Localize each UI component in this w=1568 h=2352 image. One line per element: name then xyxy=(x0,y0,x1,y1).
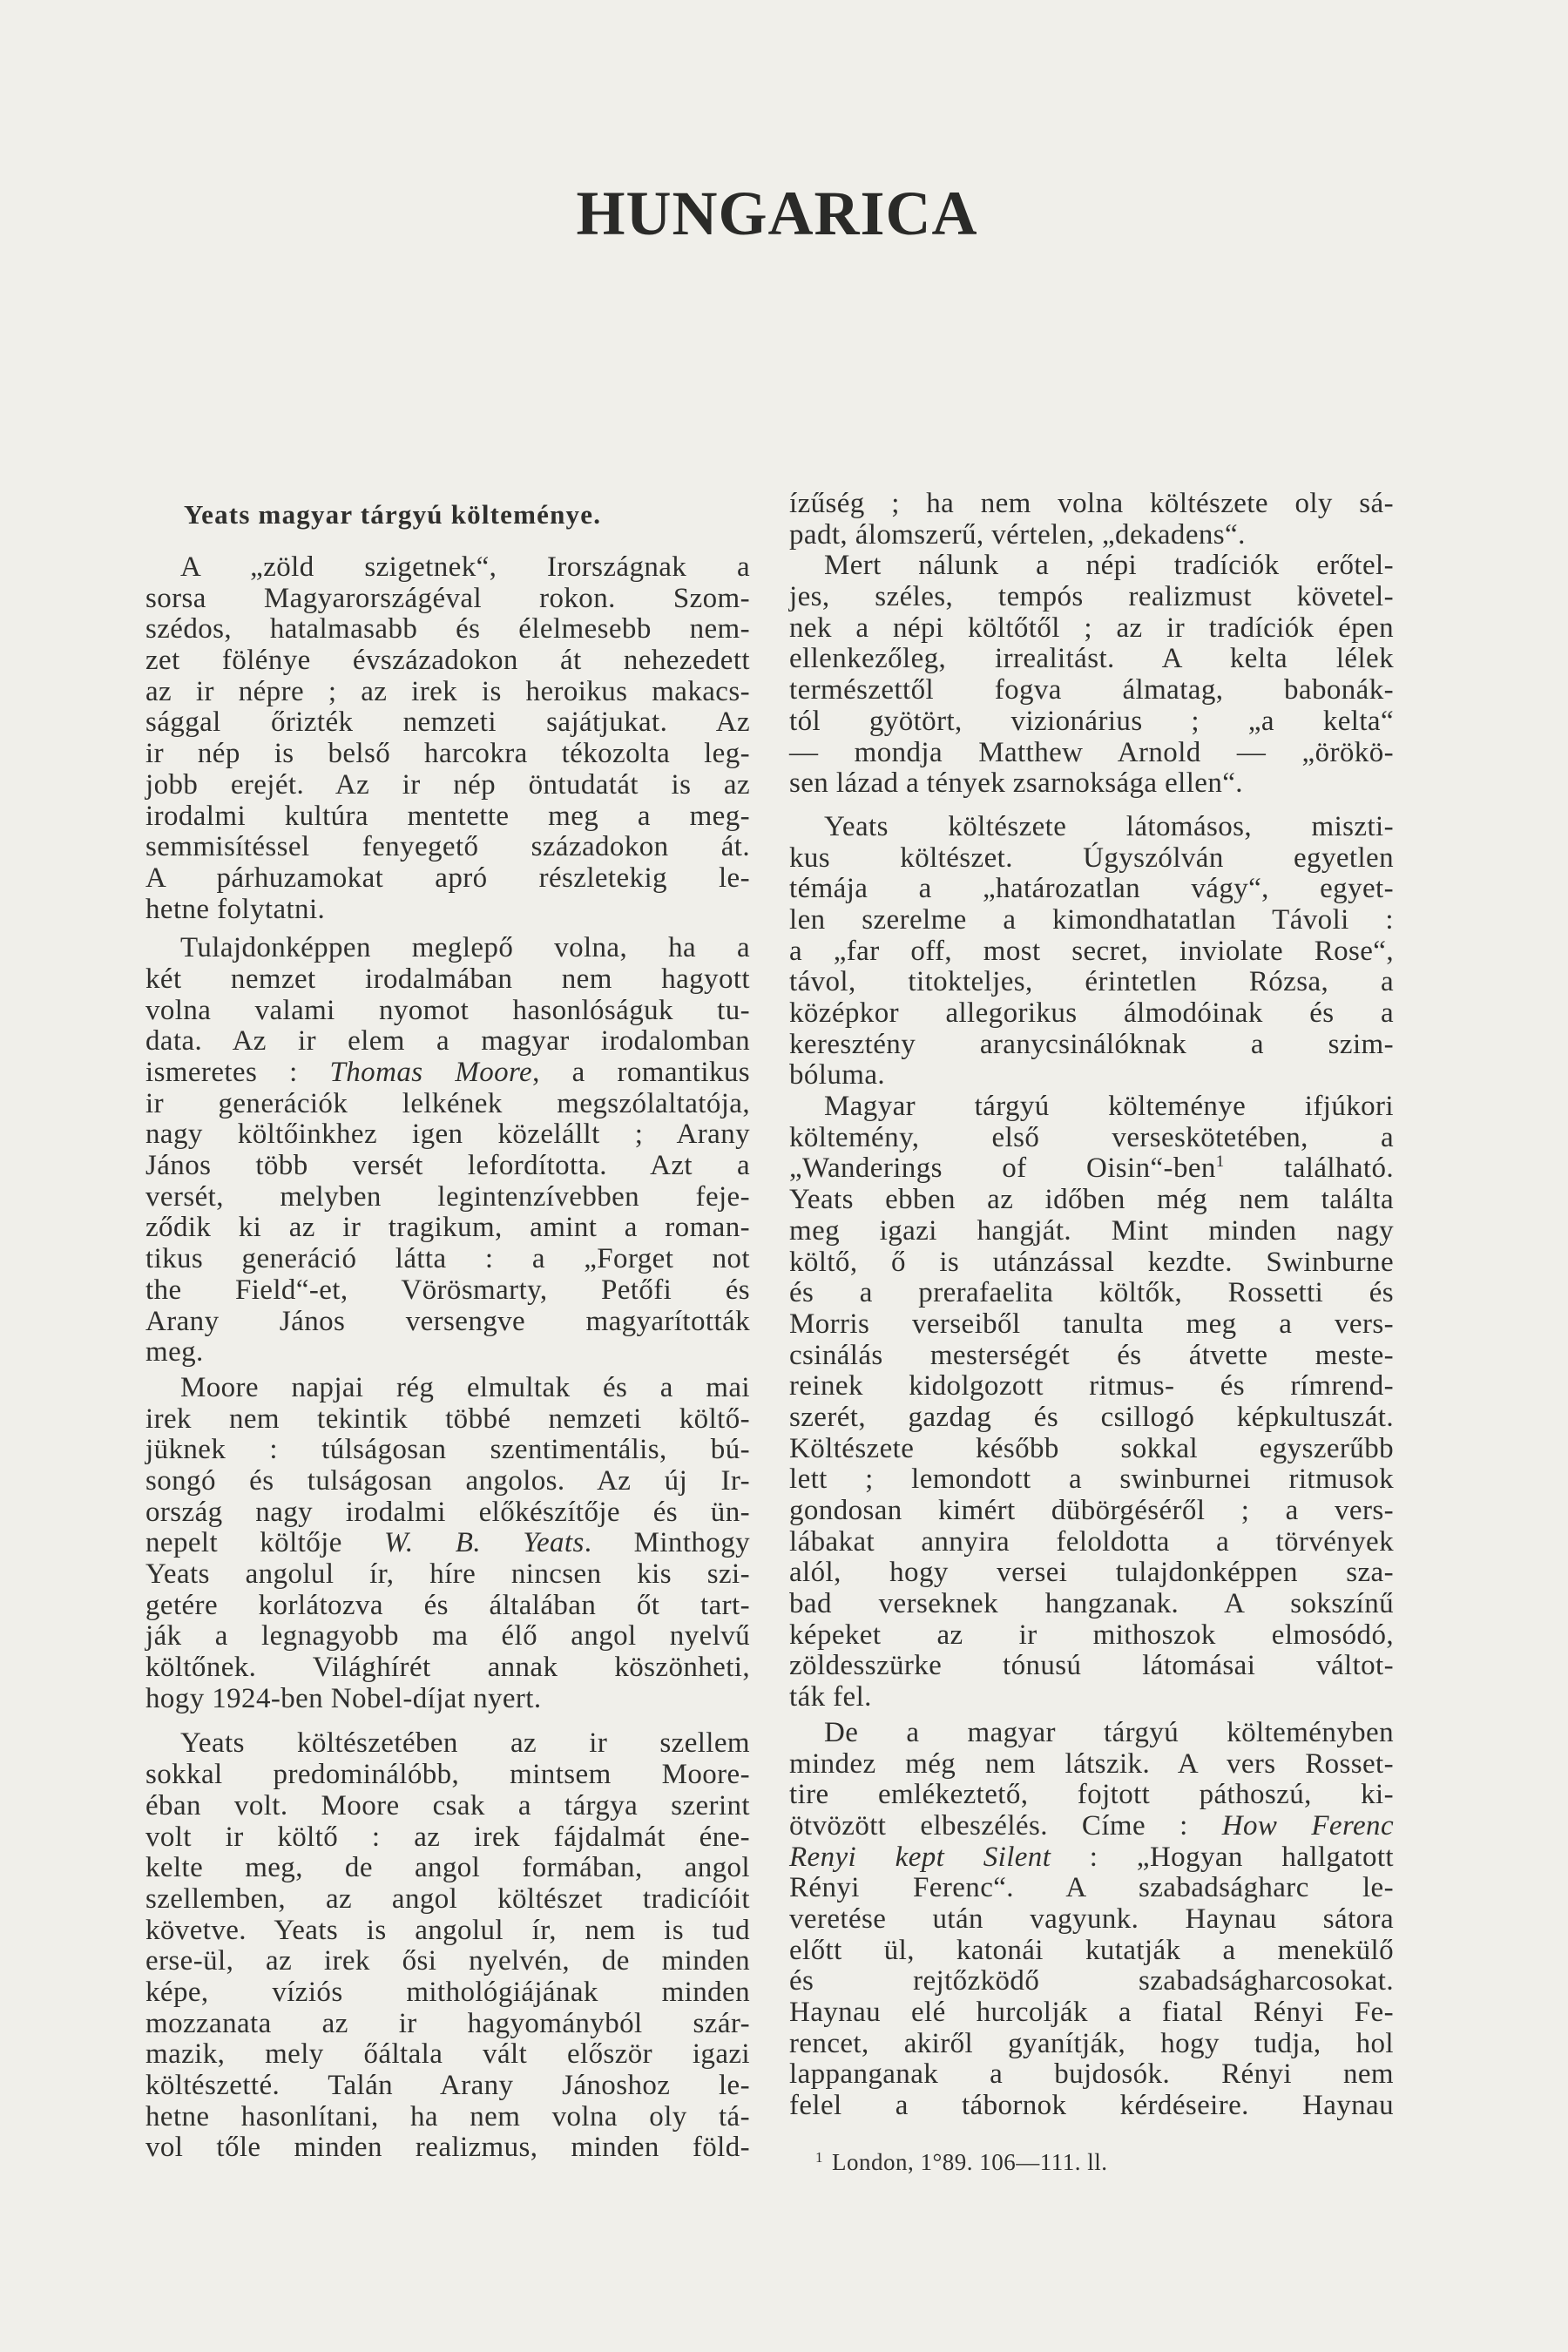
text-line: lábakat annyira feloldotta a törvények xyxy=(789,1525,1394,1558)
text-line: jüknek : túlságosan szentimentális, bú- xyxy=(145,1434,750,1466)
paragraph xyxy=(789,489,1394,551)
text-line: nek a népi költőtől ; az ir tradíciók épen xyxy=(789,612,1394,644)
text-line: Rényi Ferenc“. A szabadságharc le- xyxy=(789,1872,1394,1904)
paragraph xyxy=(145,552,750,925)
italic-title: How Ferenc xyxy=(1221,1809,1394,1842)
text-segment: , a romantikus xyxy=(532,1057,750,1088)
text-line: ták fel. xyxy=(789,1681,872,1713)
text-segment: „Wanderings of Oisin“-ben xyxy=(789,1152,1216,1185)
text-line: csinálás mesterségét és átvette meste- xyxy=(789,1339,1394,1371)
text-line: költészetté. Talán Arany Jánoshoz le- xyxy=(145,2070,750,2101)
text-line xyxy=(789,1842,1394,1874)
text-line: semmisítéssel fenyegető századokon át. xyxy=(145,831,750,863)
text-line: kelte meg, de angol formában, angol xyxy=(145,1852,750,1884)
text-line: és a prerafaelita költők, Rossetti és xyxy=(789,1277,1394,1309)
article-heading: Yeats magyar tárgyú költeménye. xyxy=(184,499,602,530)
text-line: sággal őrizték nemzeti sajátjukat. Az xyxy=(145,706,750,739)
text-line: reinek kidolgozott ritmus- és rímrend- xyxy=(789,1370,1394,1402)
paragraph xyxy=(789,1718,1394,2122)
right-column xyxy=(789,489,1394,2122)
text-line: rencet, akiről gyanítják, hogy tudja, hol xyxy=(789,2027,1394,2059)
text-line xyxy=(789,1811,1394,1842)
text-line: versét, melyben legintenzívebben feje- xyxy=(145,1180,750,1213)
text-line: zet fölénye évszázadokon át nehezedett xyxy=(145,645,750,677)
text-line: jes, széles, tempós realizmust követel- xyxy=(789,581,1394,613)
text-segment: található. xyxy=(1224,1152,1394,1185)
text-line: zöldesszürke tónusú látomásai váltot- xyxy=(789,1650,1394,1682)
text-line: sorsa Magyarországéval rokon. Szom- xyxy=(145,582,750,614)
text-line: szédos, hatalmasabb és élelmesebb nem- xyxy=(145,613,750,645)
text-line: távol, titokteljes, érintetlen Rózsa, a xyxy=(789,966,1394,998)
footnote-text: London, 1°89. 106—111. ll. xyxy=(832,2149,1108,2175)
text-line: az ir népre ; az irek is heroikus makacs- xyxy=(145,675,750,707)
text-line: veretése után vagyunk. Haynau sátora xyxy=(789,1903,1394,1935)
text-line: hetne folytatni. xyxy=(145,893,326,925)
text-line: két nemzet irodalmában nem hagyott xyxy=(145,963,750,995)
paragraph xyxy=(789,551,1394,800)
text-line: költőnek. Világhírét annak köszönheti, xyxy=(145,1652,750,1684)
text-line: János több versét lefordította. Azt a xyxy=(145,1150,750,1182)
text-line: lett ; lemondott a swinburnei ritmusok xyxy=(789,1463,1394,1496)
text-line: ir nép is belső harcokra tékozolta leg- xyxy=(145,738,750,770)
text-line: tól gyötört, vizionárius ; „a kelta“ xyxy=(789,705,1394,737)
text-line: jobb erejét. Az ir nép öntudatát is az xyxy=(145,768,750,801)
text-line: mozzanata az ir hagyományból szár- xyxy=(145,2007,750,2039)
text-line: képe, víziós mithológiájának minden xyxy=(145,1976,750,2008)
text-line: a „far off, most secret, inviolate Rose“, xyxy=(789,935,1394,967)
text-line: the Field“-et, Vörösmarty, Petőfi és xyxy=(145,1274,750,1306)
text-line: tire emlékeztető, fojtott páthoszú, ki- xyxy=(789,1779,1394,1811)
text-line: bóluma. xyxy=(789,1059,886,1092)
text-line: keresztény aranycsinálóknak a szim- xyxy=(789,1028,1394,1060)
text-line: Haynau elé hurcolják a fiatal Rényi Fe- xyxy=(789,1997,1394,2028)
text-line: Költészete később sokkal egyszerűbb xyxy=(789,1432,1394,1464)
text-line: getére korlátozva és általában őt tart- xyxy=(145,1589,750,1621)
text-line: sokkal predominálóbb, mintsem Moore- xyxy=(145,1759,750,1791)
paragraph xyxy=(145,1728,750,2164)
text-line xyxy=(145,1528,750,1559)
text-line: vol tőle minden realizmus, minden föld- xyxy=(145,2132,750,2164)
text-line: Mert nálunk a népi tradíciók erőtel- xyxy=(824,550,1394,582)
text-line: ir generációk lelkének megszólaltatója, xyxy=(145,1087,750,1119)
text-line: témája a „határozatlan vágy“, egyet- xyxy=(789,873,1394,905)
page-title: HUNGARICA xyxy=(576,179,978,248)
text-line: ízűség ; ha nem volna költészete oly sá- xyxy=(789,488,1394,519)
text-line: irodalmi kultúra mentette meg a meg- xyxy=(145,800,750,832)
text-line: sen lázad a tények zsarnoksága ellen“. xyxy=(789,767,1243,800)
text-segment: . Minthogy xyxy=(584,1527,751,1559)
paragraph xyxy=(145,933,750,1369)
text-line: mindez még nem látszik. A vers Rosset- xyxy=(789,1747,1394,1780)
text-line: meg. xyxy=(145,1336,204,1369)
text-line: erse-ül, az irek ősi nyelvén, de minden xyxy=(145,1945,750,1977)
text-line: követve. Yeats is angolul ír, nem is tud xyxy=(145,1914,750,1946)
text-line: természettől fogva álmatag, babonák- xyxy=(789,674,1394,706)
text-line: padt, álomszerű, vértelen, „dekadens“. xyxy=(789,518,1246,551)
italic-title: Thomas Moore xyxy=(329,1057,533,1088)
text-line: szellemben, az angol költészet tradicíóit xyxy=(145,1882,750,1915)
text-line: tikus generáció látta : a „Forget not xyxy=(145,1243,750,1275)
text-line: hogy 1924-ben Nobel-díjat nyert. xyxy=(145,1682,542,1714)
text-line: Yeats költészete látomásos, miszti- xyxy=(824,810,1394,842)
text-line: alól, hogy versei tulajdonképpen sza- xyxy=(789,1557,1394,1589)
text-line: kus költészet. Úgyszólván egyetlen xyxy=(789,841,1394,874)
text-line: bad verseknek hangzanak. A sokszínű xyxy=(789,1588,1394,1620)
footnote xyxy=(815,2143,1108,2177)
text-line: költő, ő is utánzással kezdte. Swinburne xyxy=(789,1246,1394,1278)
text-segment: nepelt költője xyxy=(145,1527,384,1559)
paragraph xyxy=(789,812,1394,1092)
text-line: data. Az ir elem a magyar irodalomban xyxy=(145,1025,750,1058)
text-line: ellenkezőleg, irrealitást. A kelta lélek xyxy=(789,643,1394,675)
text-line: nagy költőinkhez igen közelállt ; Arany xyxy=(145,1119,750,1151)
text-segment: ötvözött elbeszélés. Címe : xyxy=(789,1809,1222,1842)
text-line: mazik, mely őáltala vált először igazi xyxy=(145,2038,750,2071)
italic-title: W. B. Yeats xyxy=(384,1527,585,1559)
text-line: szerét, gazdag és csillogó képkultuszát. xyxy=(789,1401,1394,1433)
text-line: hetne hasonlítani, ha nem volna oly tá- xyxy=(145,2100,750,2132)
text-line: meg igazi hangját. Mint minden nagy xyxy=(789,1214,1394,1247)
text-line: songó és tulságosan angolos. Az új Ir- xyxy=(145,1464,750,1497)
text-line: De a magyar tárgyú költeményben xyxy=(824,1716,1394,1748)
text-line xyxy=(789,1153,1394,1185)
text-line: Yeats angolul ír, híre nincsen kis szi- xyxy=(145,1558,750,1590)
text-segment: ismeretes : xyxy=(145,1057,330,1088)
text-line: ződik ki az ir tragikum, amint a roman- xyxy=(145,1212,750,1244)
text-line: Moore napjai rég elmultak és a mai xyxy=(180,1371,750,1403)
text-line: Yeats költészetében az ir szellem xyxy=(180,1727,750,1760)
text-line: középkor allegorikus álmodóinak és a xyxy=(789,997,1394,1029)
text-line: gondosan kimért dübörgéséről ; a vers- xyxy=(789,1495,1394,1526)
text-line: — mondja Matthew Arnold — „örökö- xyxy=(789,736,1394,768)
text-line: költemény, első verseskötetében, a xyxy=(789,1121,1394,1153)
text-line: lappanganak a bujdosók. Rényi nem xyxy=(789,2058,1394,2091)
text-line: Morris verseiből tanulta meg a vers- xyxy=(789,1308,1394,1340)
text-line: ják a legnagyobb ma élő angol nyelvű xyxy=(145,1620,750,1652)
text-line: és rejtőzködő szabadságharcosokat. xyxy=(789,1965,1394,1997)
footnote-reference: 1 xyxy=(1215,1152,1225,1172)
text-line: irek nem tekintik többé nemzeti költő- xyxy=(145,1402,750,1435)
text-line: előtt ül, katonái kutatják a menekülő xyxy=(789,1934,1394,1966)
text-line: volna valami nyomot hasonlóságuk tu- xyxy=(145,994,750,1026)
text-line: len szerelme a kimondhatatlan Távoli : xyxy=(789,903,1394,936)
italic-title: Renyi kept Silent xyxy=(789,1841,1051,1873)
text-line: ország nagy irodalmi előkészítője és ün- xyxy=(145,1496,750,1528)
text-line: Arany János versengve magyarították xyxy=(145,1305,750,1337)
text-line xyxy=(145,1058,750,1089)
text-line: felel a tábornok kérdéseire. Haynau xyxy=(789,2090,1394,2122)
left-column xyxy=(145,499,750,2164)
text-line: A „zöld szigetnek“, Irországnak a xyxy=(180,551,750,583)
text-line: éban volt. Moore csak a tárgya szerint xyxy=(145,1789,750,1821)
text-line: Magyar tárgyú költeménye ifjúkori xyxy=(824,1091,1394,1123)
text-line: A párhuzamokat apró részletekig le- xyxy=(145,862,750,894)
paragraph xyxy=(145,1373,750,1715)
paragraph xyxy=(789,1092,1394,1713)
text-line: volt ir költő : az irek fájdalmát éne- xyxy=(145,1821,750,1853)
footnote-marker: 1 xyxy=(815,2149,823,2166)
text-segment: : „Hogyan hallgatott xyxy=(1051,1841,1394,1873)
text-line: Tulajdonképpen meglepő volna, ha a xyxy=(180,932,750,964)
text-line: Yeats ebben az időben még nem találta xyxy=(789,1184,1394,1216)
text-line: képeket az ir mithoszok elmosódó, xyxy=(789,1619,1394,1651)
